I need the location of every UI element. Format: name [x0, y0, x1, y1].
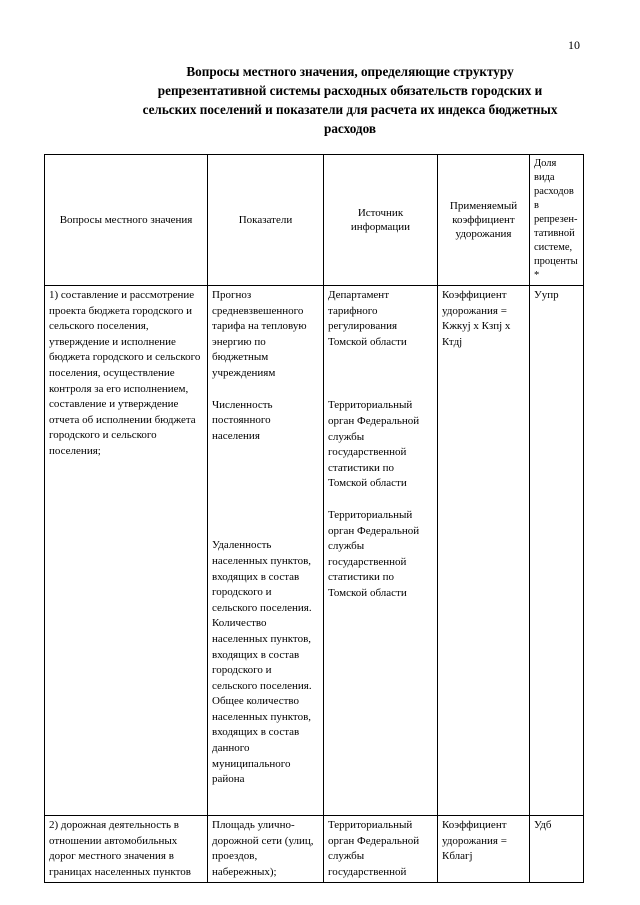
document-title — [60, 62, 640, 138]
indicators-table — [44, 154, 584, 883]
header-source: Источник информации — [324, 155, 438, 286]
cell-coefficient: Коэффициент удорожания = Кжкуj х Кзпj х Ктдj — [438, 286, 530, 816]
title-line-4: расходов — [324, 121, 376, 136]
source-statistics-1: Территориальный орган Федеральной службы государственной статистики по Томской области — [328, 399, 420, 490]
cell-coefficient: Коэффициент удорожания = Кблагj — [438, 816, 530, 883]
cell-share: Уупр — [530, 286, 584, 816]
cell-share: Удб — [530, 816, 584, 883]
indicator-tariff: Прогноз средневзвешенного тарифа на тепловую энергию по бюджетным учреждениям — [212, 289, 307, 379]
table-header-row — [45, 155, 584, 286]
source-statistics-2: Территориальный орган Федеральной службы государственной статистики по Томской области — [328, 508, 420, 599]
indicator-population: Численность постоянного населения — [212, 398, 273, 442]
cell-indicators — [208, 286, 324, 816]
header-question: Вопросы местного значения — [45, 155, 208, 286]
cell-question: 1) составление и рассмотрение проекта бюджета городского и сельского поселения, утверждение и исполнение бюджета городского и сельского поселения, осуществление контроля за его исполнением, составление и утверждение отчета об исполнении бюджета городского и сельского поселения; — [45, 286, 208, 816]
header-share: Доля вида расходов в репрезен-тативной системе, проценты * — [530, 155, 584, 286]
source-tariff-dept: Департамент тарифного регулирования Томской области — [328, 289, 407, 348]
cell-question: 2) дорожная деятельность в отношении автомобильных дорог местного значения в границах населенных пунктов — [45, 816, 208, 883]
header-indicators: Показатели — [208, 155, 324, 286]
header-coefficient: Применяемый коэффициент удорожания — [438, 155, 530, 286]
title-line-1: Вопросы местного значения, определяющие структуру — [186, 64, 514, 79]
table-row — [45, 816, 584, 883]
page-number: 10 — [568, 38, 580, 52]
indicator-settlements: Удаленность населенных пунктов, входящих в состав городского и сельского поселения. Количество населенных пунктов, входящих в состав городского и сельского поселения. Общее количество населенных пунктов, входящих в состав данного муниципального района — [212, 539, 312, 786]
title-line-3: сельских поселений и показатели для расчета их индекса бюджетных — [142, 102, 558, 117]
cell-source: Территориальный орган Федеральной службы государственной — [324, 816, 438, 883]
cell-indicators: Площадь улично-дорожной сети (улиц, проездов, набережных); — [208, 816, 324, 883]
table-row — [45, 286, 584, 816]
title-line-2: репрезентативной системы расходных обязательств городских и — [157, 83, 543, 98]
cell-source — [324, 286, 438, 816]
